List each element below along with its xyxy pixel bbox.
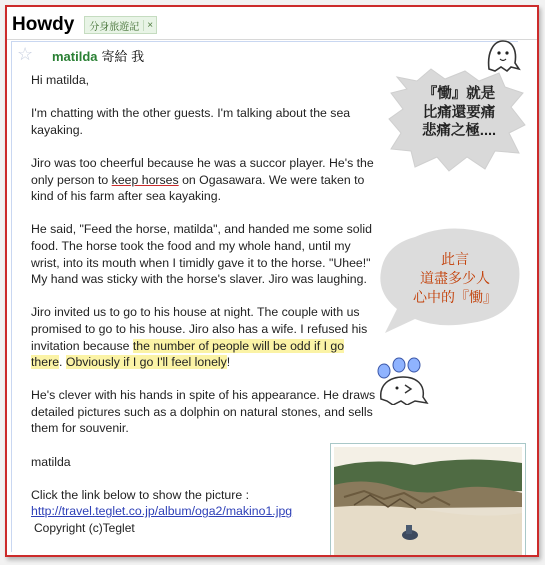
label-chip-text[interactable]: 分身旅遊記: [89, 21, 140, 33]
highlight-1: the number of people will be odd if I go there: [31, 338, 345, 370]
link-block: [31, 487, 376, 537]
copyright: Copyright (c)Teglet: [34, 521, 135, 536]
paragraph-4-b: .: [59, 355, 66, 370]
bubble-1-text: [401, 85, 517, 141]
paragraph-2-b: on Ogasawara. We were taken to kind of his farm after sea kayaking.: [31, 172, 365, 204]
paragraph-1: I'm chatting with the other guests. I'm talking about the sea kayaking.: [31, 106, 351, 137]
bubble-2-line-3: 心中的『慟』: [413, 289, 497, 305]
bubble-2-line-1: 此言: [441, 251, 469, 267]
sweating-ghost-icon: [375, 355, 429, 405]
signoff: matilda: [31, 454, 71, 469]
paragraph-2: [31, 155, 376, 205]
message-body: [31, 72, 376, 537]
email-header: [7, 11, 537, 39]
sender-verb: 寄給 我: [101, 49, 145, 64]
label-remove-button[interactable]: ×: [143, 20, 156, 31]
paragraph-3: He said, "Feed the horse, matilda", and handed me some solid food. The horse took the food and my whole hand, until my wrist, into its mouth when I timidly gave it to the horse. "Uhee!" My hand was sticky with the horse's slaver. Jiro was laughing.: [31, 222, 372, 287]
bubble-2-line-2: 道盡多少人: [420, 270, 490, 286]
beach-photo: [330, 443, 526, 557]
link-intro: Click the link below to show the picture :: [31, 487, 250, 502]
greeting: Hi matilda,: [31, 73, 90, 87]
highlight-2: Obviously if I go I'll feel lonely: [65, 355, 227, 370]
sender-name[interactable]: matilda: [52, 49, 98, 64]
star-icon[interactable]: ☆: [17, 44, 34, 64]
speech-bubble-2: [375, 225, 525, 335]
bubble-1-line-2: 比痛還要痛: [422, 104, 496, 121]
bubble-2-text: [390, 250, 520, 307]
picture-link[interactable]: http://travel.teglet.co.jp/album/oga2/makino1.jpg: [31, 504, 293, 519]
paragraph-5: He's clever with his hands in spite of his appearance. He draws detailed pictures such as a dolphin on natural stones, and sells them for souvenir.: [31, 388, 376, 436]
paragraph-2-a: Jiro was too cheerful because he was a succor player. He's the only person to: [31, 155, 374, 187]
underlined-phrase: keep horses: [111, 172, 179, 187]
paragraph-4-a: Jiro invited us to go to his house at night. The couple with us promised to go to his house. Jiro also has a wife. I refused his invitation because: [31, 305, 368, 353]
speech-bubble-1: [387, 67, 527, 173]
email-subject: Howdy: [12, 14, 75, 35]
photo-image: [334, 447, 522, 557]
email-frame: [5, 5, 539, 557]
paragraph-4-c: !: [226, 355, 231, 370]
bubble-1-line-3: 悲痛之極....: [421, 123, 497, 139]
header-divider: [7, 39, 537, 40]
paragraph-4: [31, 304, 376, 370]
bubble-1-line-1: 『慟』就是: [422, 86, 496, 102]
ghost-icon: [481, 35, 521, 75]
sender-line: [52, 46, 144, 65]
label-chip[interactable]: [84, 16, 157, 34]
